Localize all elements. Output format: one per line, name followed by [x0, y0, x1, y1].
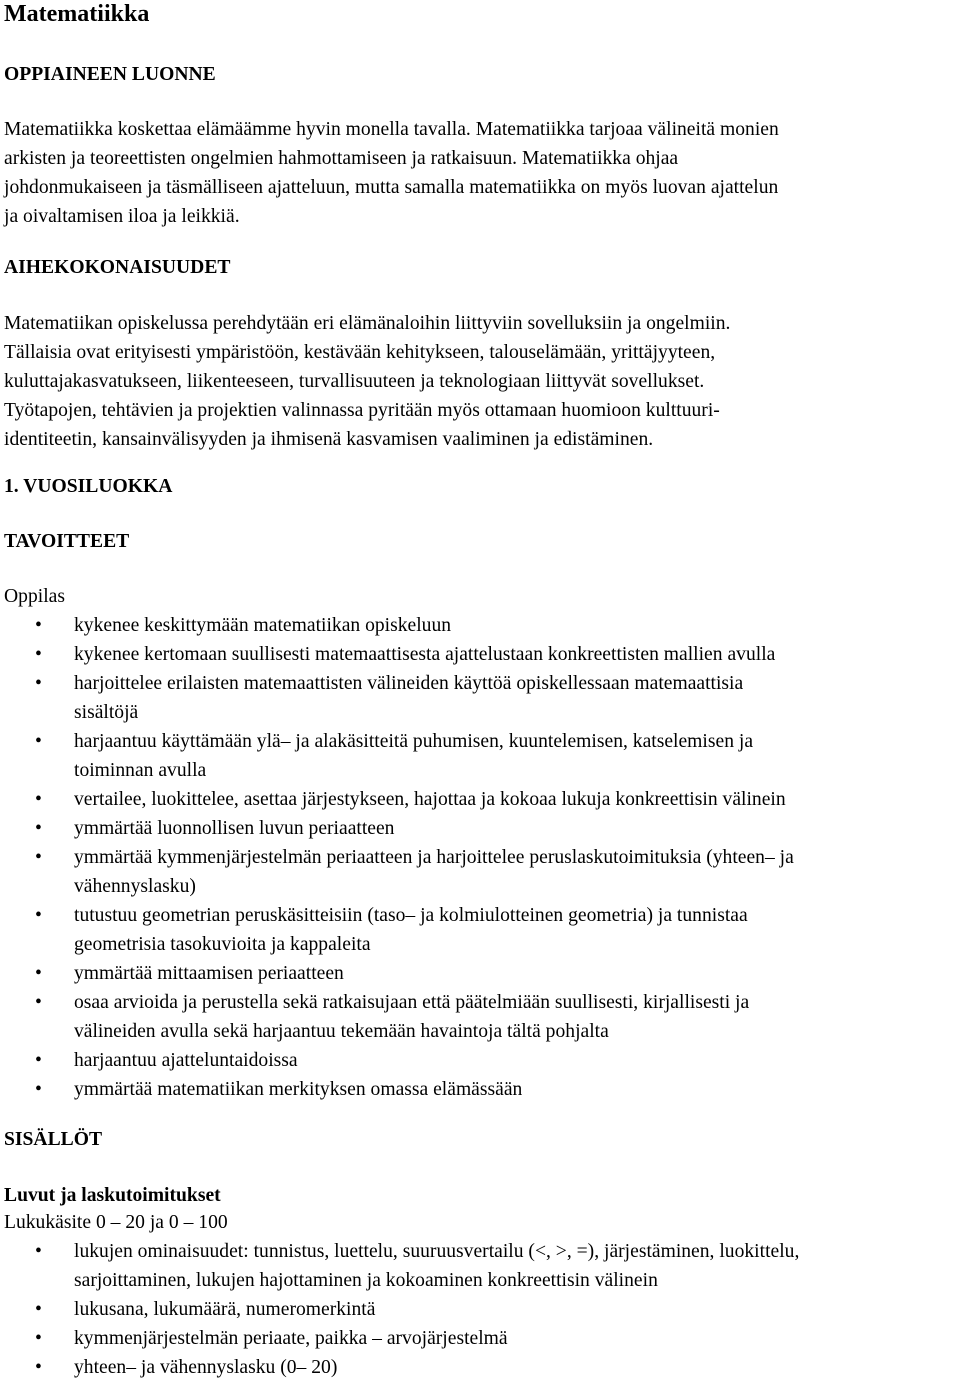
list-item-text: ymmärtää luonnollisen luvun periaatteen — [74, 818, 395, 839]
bullet-icon: • — [35, 1299, 42, 1320]
list-item — [0, 1075, 960, 1104]
text-line: kuluttajakasvatukseen, liikenteeseen, turvallisuuteen ja teknologiaan liittyvät sovellukset. — [4, 371, 705, 392]
bullet-icon: • — [35, 1241, 42, 1262]
text-line: Tällaisia ovat erityisesti ympäristöön, kestävään kehitykseen, talouselämään, yrittäjyyteen, — [4, 342, 716, 363]
list-item — [0, 785, 960, 814]
bullet-icon: • — [35, 673, 42, 694]
bullet-icon: • — [35, 1328, 42, 1349]
list-item-text: tutustuu geometrian peruskäsitteisiin (taso– ja kolmiulotteinen geometria) ja tunnistaa — [74, 905, 748, 926]
list-item-text: harjaantuu käyttämään ylä– ja alakäsitteitä puhumisen, kuuntelemisen, katselemisen ja — [74, 731, 754, 752]
bullet-icon: • — [35, 1357, 42, 1378]
list-item-text: ymmärtää matematiikan merkityksen omassa elämässään — [74, 1079, 523, 1100]
list-item-text: harjaantuu ajatteluntaidoissa — [74, 1050, 298, 1071]
list-item-text: ymmärtää mittaamisen periaatteen — [74, 963, 344, 984]
list-item — [0, 988, 960, 1046]
list-item-text: sarjoittaminen, lukujen hajottaminen ja kokoaminen konkreettisin välinein — [74, 1270, 658, 1291]
section-heading-tavoitteet: TAVOITTEET — [4, 531, 130, 552]
bullet-icon: • — [35, 789, 42, 810]
text-line: identiteetin, kansainvälisyyden ja ihmisenä kasvamisen vaaliminen ja edistäminen. — [4, 429, 654, 450]
list-item-text: toiminnan avulla — [74, 760, 207, 781]
bullet-icon: • — [35, 963, 42, 984]
list-item-text: välineiden avulla sekä harjaantuu tekemään havaintoja tältä pohjalta — [74, 1021, 609, 1042]
list-item — [0, 1353, 960, 1382]
list-item-text: vertailee, luokittelee, asettaa järjestykseen, hajottaa ja kokoaa lukuja konkreettisin välinein — [74, 789, 786, 810]
list-item-text: sisältöjä — [74, 702, 139, 723]
list-item — [0, 727, 960, 785]
text-line: arkisten ja teoreettisten ongelmien hahmottamiseen ja ratkaisuun. Matematiikka ohjaa — [4, 148, 679, 169]
paragraph-aihekokonaisuudet — [4, 309, 959, 454]
grade-heading: 1. VUOSILUOKKA — [4, 476, 173, 497]
list-item — [0, 640, 960, 669]
list-item-text: lukujen ominaisuudet: tunnistus, luettelu, suuruusvertailu (<, >, =), järjestäminen, luokittelu, — [74, 1241, 800, 1262]
list-item-text: lukusana, lukumäärä, numeromerkintä — [74, 1299, 376, 1320]
list-item — [0, 1046, 960, 1075]
bullet-icon: • — [35, 1079, 42, 1100]
bullet-icon: • — [35, 644, 42, 665]
bullet-icon: • — [35, 1050, 42, 1071]
list-item — [0, 1237, 960, 1295]
paragraph-oppiaineen-luonne — [4, 115, 959, 231]
list-item-text: kymmenjärjestelmän periaate, paikka – arvojärjestelmä — [74, 1328, 508, 1349]
text-line: Matematiikan opiskelussa perehdytään eri elämänaloihin liittyviin sovelluksiin ja ongelmiin. — [4, 313, 731, 334]
list-item-text: harjoittelee erilaisten matemaattisten välineiden käyttöä opiskellessaan matemaattisia — [74, 673, 744, 694]
text-line: Matematiikka koskettaa elämäämme hyvin monella tavalla. Matematiikka tarjoaa välineitä monien — [4, 119, 779, 140]
number-range-label: Lukukäsite 0 – 20 ja 0 – 100 — [4, 1212, 228, 1233]
list-item-text: ymmärtää kymmenjärjestelmän periaatteen ja harjoittelee peruslaskutoimituksia (yhteen– ja — [74, 847, 794, 868]
goals-list — [0, 611, 960, 1104]
list-item-text: yhteen– ja vähennyslasku (0– 20) — [74, 1357, 338, 1378]
text-line: ja oivaltamisen iloa ja leikkiä. — [4, 206, 240, 227]
bullet-icon: • — [35, 847, 42, 868]
section-heading-oppiaineen-luonne: OPPIAINEEN LUONNE — [4, 64, 216, 85]
list-item — [0, 843, 960, 901]
bullet-icon: • — [35, 818, 42, 839]
list-item-text: osaa arvioida ja perustella sekä ratkaisujaan että päätelmiään suullisesti, kirjallisesti ja — [74, 992, 750, 1013]
list-item — [0, 814, 960, 843]
list-item — [0, 959, 960, 988]
text-line: Työtapojen, tehtävien ja projektien valinnassa pyritään myös ottamaan huomioon kulttuuri- — [4, 400, 720, 421]
page-title: Matematiikka — [4, 1, 150, 27]
oppilas-label: Oppilas — [4, 586, 65, 607]
bullet-icon: • — [35, 615, 42, 636]
list-item — [0, 1324, 960, 1353]
bullet-icon: • — [35, 905, 42, 926]
list-item-text: geometrisia tasokuvioita ja kappaleita — [74, 934, 371, 955]
section-heading-sisallot: SISÄLLÖT — [4, 1129, 103, 1150]
list-item — [0, 1295, 960, 1324]
bullet-icon: • — [35, 731, 42, 752]
bullet-icon: • — [35, 992, 42, 1013]
section-heading-aihekokonaisuudet: AIHEKOKONAISUUDET — [4, 257, 231, 278]
list-item — [0, 611, 960, 640]
list-item — [0, 669, 960, 727]
list-item-text: kykenee kertomaan suullisesti matemaattisesta ajattelustaan konkreettisten mallien avulla — [74, 644, 776, 665]
contents-list — [0, 1237, 960, 1382]
list-item — [0, 901, 960, 959]
text-line: johdonmukaiseen ja täsmälliseen ajatteluun, mutta samalla matematiikka on myös luovan ajattelun — [4, 177, 779, 198]
subheading-luvut-ja-laskutoimitukset: Luvut ja laskutoimitukset — [4, 1185, 221, 1206]
list-item-text: kykenee keskittymään matematiikan opiskeluun — [74, 615, 452, 636]
list-item-text: vähennyslasku) — [74, 876, 196, 897]
